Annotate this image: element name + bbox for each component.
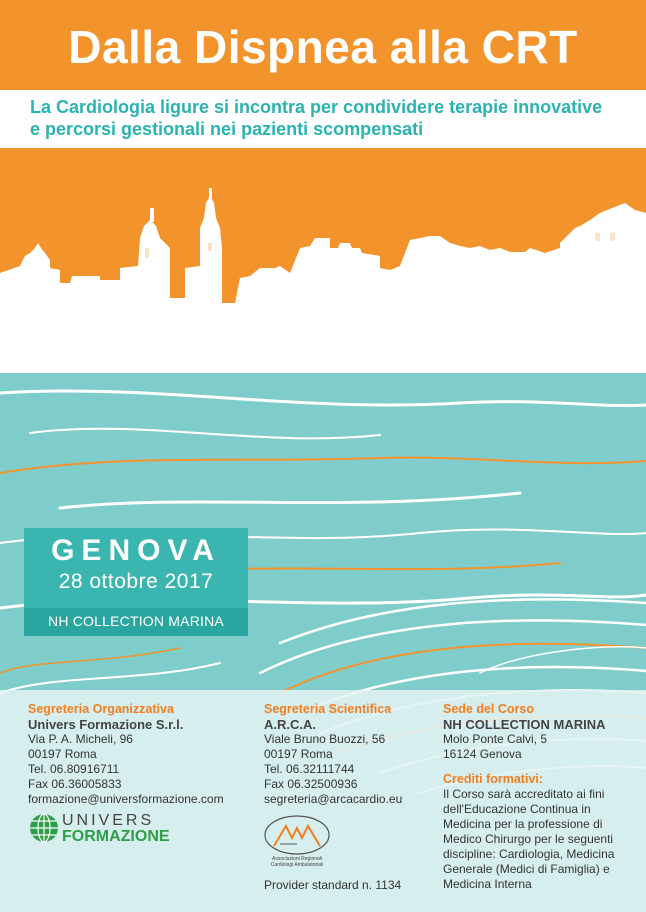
- page-title: Dalla Dispnea alla CRT: [68, 21, 578, 73]
- scientific-secretariat: [264, 702, 402, 807]
- organizing-heading: Segreteria Organizzativa: [28, 702, 174, 716]
- city-skyline-illustration: [0, 148, 646, 373]
- credits-heading: Crediti formativi:: [443, 772, 544, 786]
- scientific-address: Viale Bruno Buozzi, 56: [264, 732, 386, 746]
- organizing-org: Univers Formazione S.r.l.: [28, 717, 184, 732]
- scientific-org: A.R.C.A.: [264, 717, 316, 732]
- globe-icon: [28, 812, 60, 844]
- credits-line-4: Medico Chirurgo per le seguenti: [443, 832, 614, 846]
- scientific-city: 00197 Roma: [264, 747, 333, 761]
- arca-logo-caption: [262, 856, 332, 868]
- event-city: GENOVA: [51, 534, 221, 567]
- venue-heading: Sede del Corso: [443, 702, 534, 716]
- credits-line-2: dell'Educazione Continua in: [443, 802, 591, 816]
- organizing-tel: Tel. 06.80916711: [28, 762, 120, 776]
- scientific-email[interactable]: segreteria@arcacardio.eu: [264, 792, 403, 806]
- venue-city: 16124 Genova: [443, 747, 522, 761]
- arca-emblem-icon: [262, 814, 332, 856]
- credits-line-5: discipline: Cardiologia, Medicina: [443, 847, 615, 861]
- arca-caption-line-1: Associazioni Regionali: [271, 856, 323, 862]
- skyline-svg: [0, 148, 646, 373]
- credits-line-6: Generale (Medici di Famiglia) e: [443, 862, 610, 876]
- arca-caption-line-2: Cardiologi Ambulatoriali: [270, 862, 324, 868]
- univers-logo-bottom: FORMAZIONE: [62, 828, 170, 845]
- venue-address: Molo Ponte Calvi, 5: [443, 732, 548, 746]
- organizing-address: Via P. A. Micheli, 96: [28, 732, 133, 746]
- provider-number: Provider standard n. 1134: [264, 878, 402, 892]
- credits-line-7: Medicina Interna: [443, 877, 532, 891]
- univers-logo-top: UNIVERS: [62, 812, 155, 829]
- scientific-tel: Tel. 06.32111744: [264, 762, 355, 776]
- venue-org: NH COLLECTION MARINA: [443, 717, 606, 732]
- scientific-heading: Segreteria Scientifica: [264, 702, 392, 716]
- event-venue: NH COLLECTION MARINA: [48, 613, 224, 629]
- organizing-email[interactable]: formazione@universformazione.com: [28, 792, 224, 806]
- credits-line-1: Il Corso sarà accreditato ai fini: [443, 787, 605, 801]
- organizing-city: 00197 Roma: [28, 747, 97, 761]
- event-date: 28 ottobre 2017: [58, 570, 214, 593]
- scientific-fax: Fax 06.32500936: [264, 777, 358, 791]
- subtitle-line-1: La Cardiologia ligure si incontra per condividere terapie innovative: [30, 97, 603, 117]
- univers-logo: [28, 812, 178, 846]
- course-venue: [443, 702, 614, 892]
- credits-line-3: Medicina per la professione di: [443, 817, 603, 831]
- organizing-fax: Fax 06.36005833: [28, 777, 122, 791]
- subtitle-line-2: e percorsi gestionali nei pazienti scompensati: [30, 119, 424, 139]
- organizing-secretariat: [28, 702, 224, 807]
- subtitle: [30, 96, 630, 140]
